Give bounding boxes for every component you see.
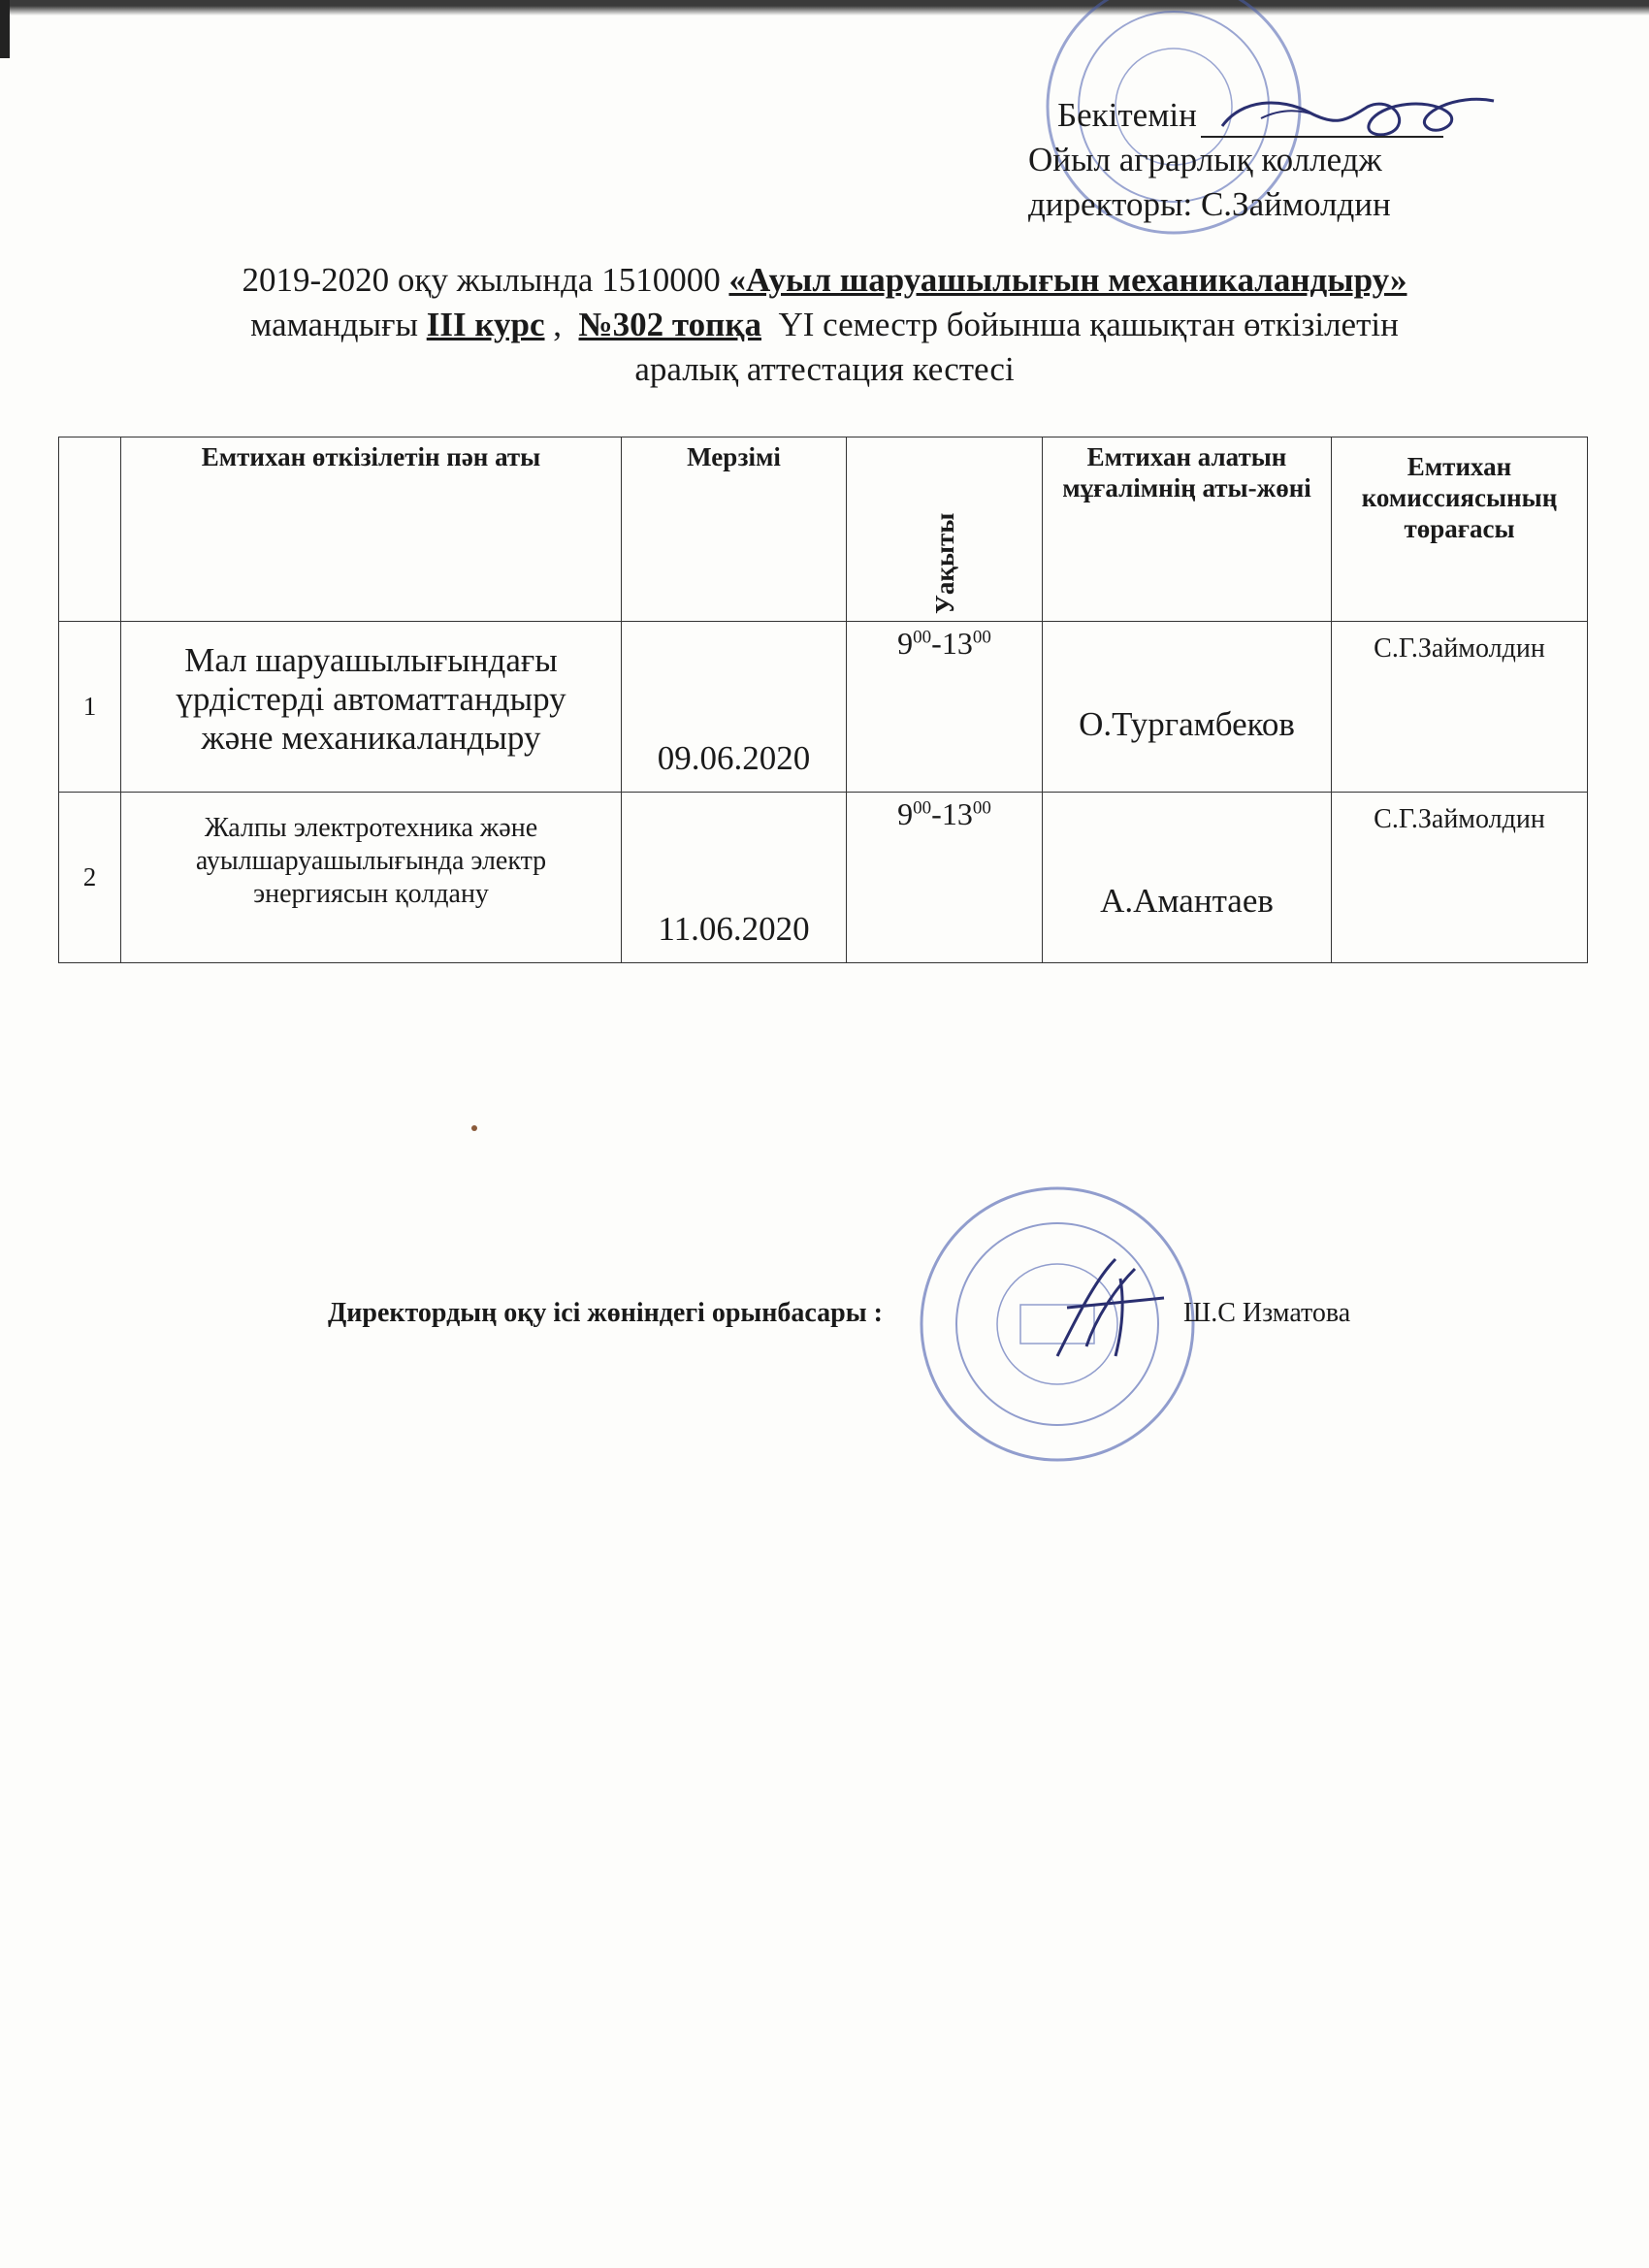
row-time (847, 622, 1043, 793)
header-date: Мерзімі (622, 437, 847, 622)
time-start-sup: 00 (913, 627, 932, 648)
table-header-row (59, 437, 1588, 622)
title-prefix: 2019-2020 оқу жылында 1510000 (242, 261, 729, 299)
header-chair: Емтихан комиссиясының төрағасы (1332, 437, 1588, 622)
approval-college: Ойыл аграрлық колледж (1028, 141, 1382, 178)
row-teacher: А.Амантаев (1043, 793, 1332, 963)
row-subject: Мал шаруашылығындағы үрдістерді автоматтандыру және механикаландыру (121, 622, 622, 793)
row-teacher: О.Тургамбеков (1043, 622, 1332, 793)
row-chair: С.Г.Займолдин (1332, 793, 1588, 963)
title-sep: , (544, 306, 579, 343)
time-start: 9 (897, 626, 914, 661)
footer-name: Ш.С Изматова (1183, 1298, 1351, 1328)
header-teacher: Емтихан алатын мұғалімнің аты-жөні (1043, 437, 1332, 622)
title-group: №302 топқа (578, 306, 761, 343)
title-line2-start: мамандығы (250, 306, 427, 343)
approval-block (1028, 93, 1443, 227)
row-date: 09.06.2020 (622, 622, 847, 793)
header-num (59, 437, 121, 622)
schedule-table (58, 437, 1588, 963)
table-row (59, 622, 1588, 793)
document-title (136, 258, 1513, 392)
footer-label: Директордың оқу ісі жөніндегі орынбасары : (328, 1298, 883, 1328)
signature-line (1201, 107, 1443, 138)
title-course: ІІІ курс (426, 306, 545, 343)
scan-edge-left (0, 0, 10, 58)
approval-label: Бекітемін (1057, 96, 1197, 134)
title-line3: аралық аттестация кестесі (634, 350, 1015, 388)
row-chair: С.Г.Займолдин (1332, 622, 1588, 793)
row-num: 1 (59, 622, 121, 793)
scan-speck (471, 1125, 477, 1131)
title-specialty: «Ауыл шаруашылығын механикаландыру» (728, 261, 1407, 299)
time-end: -13 (931, 796, 973, 831)
time-end-sup: 00 (972, 797, 991, 819)
row-num: 2 (59, 793, 121, 963)
scan-edge (0, 0, 1649, 16)
header-subject: Емтихан өткізілетін пән аты (121, 437, 622, 622)
table-row (59, 793, 1588, 963)
title-line2-end: YІ семестр бойынша қашықтан өткізілетін (761, 306, 1399, 343)
header-time (847, 437, 1043, 622)
time-start-sup: 00 (913, 797, 932, 819)
row-time (847, 793, 1043, 963)
approval-director: директоры: С.Займолдин (1028, 185, 1391, 223)
time-start: 9 (897, 796, 914, 831)
row-date: 11.06.2020 (622, 793, 847, 963)
time-end-sup: 00 (972, 627, 991, 648)
deputy-signature-icon (1028, 1240, 1183, 1376)
time-end: -13 (931, 626, 973, 661)
row-subject: Жалпы электротехника және ауылшаруашылығында электр энергиясын қолдану (121, 793, 622, 963)
header-time-text: Уақыты (929, 512, 959, 614)
